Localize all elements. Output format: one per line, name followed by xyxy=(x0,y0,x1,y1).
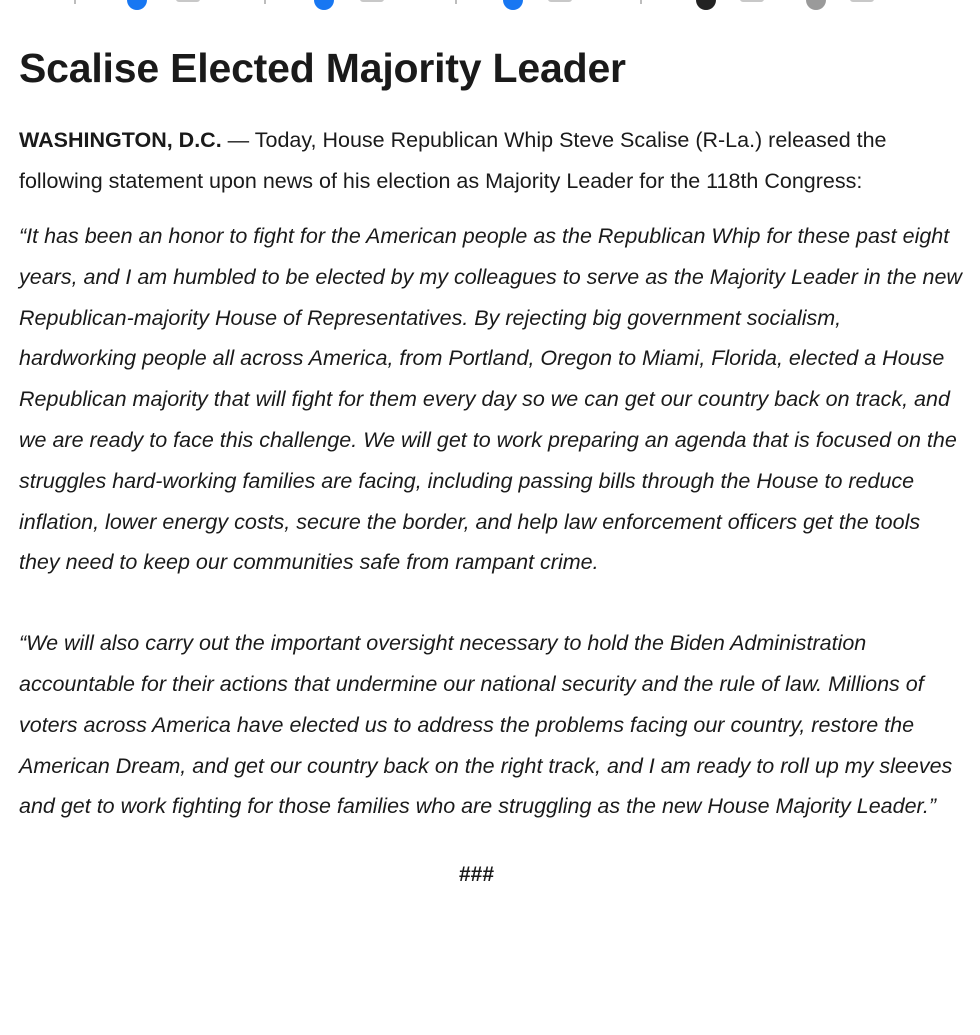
end-mark: ### xyxy=(458,863,495,887)
quote-paragraph-2: “We will also carry out the important oversight necessary to hold the Biden Administration accountable for their actions that undermine our national security and the rule of law. Millions of voters across America have elected us to address the problems facing our country, restore the American Dream, and get our country back on the right track, and I am ready to roll up my sleeves and get to work fighting for those families who are struggling as the new House Majority Leader.” xyxy=(19,631,953,819)
intro-paragraph xyxy=(19,120,964,202)
article-title: Scalise Elected Majority Leader xyxy=(19,45,626,91)
share-label xyxy=(176,0,200,2)
share-separator xyxy=(74,0,76,4)
dateline: WASHINGTON, D.C. xyxy=(19,128,222,152)
share-separator xyxy=(640,0,642,4)
share-separator xyxy=(455,0,457,4)
dateline-dash: — xyxy=(221,128,255,152)
facebook-icon[interactable] xyxy=(127,0,147,10)
share-label xyxy=(548,0,572,2)
share-label xyxy=(360,0,384,2)
intro-text: Today, House Republican Whip Steve Scalise (R-La.) released the following statement upon news of his election as Majority Leader for the 118th Congress: xyxy=(19,128,887,193)
share-separator xyxy=(264,0,266,4)
quote-paragraph-1: “It has been an honor to fight for the American people as the Republican Whip for these past eight years, and I am humbled to be elected by my colleagues to serve as the Majority Leader in the new Republican-majority House of Representatives. By rejecting big government socialism, hardworking people all across America, from Portland, Oregon to Miami, Florida, elected a House Republican majority that will fight for them every day so we can get our country back on track, and we are ready to face this challenge. We will get to work preparing an agenda that is focused on the struggles hard-working families are facing, including passing bills through the House to reduce inflation, lower energy costs, secure the border, and help law enforcement officers get the tools they need to keep our communities safe from rampant crime. xyxy=(19,224,962,575)
light-circle-icon[interactable] xyxy=(806,0,826,10)
share-label xyxy=(740,0,764,2)
share-bar-cropped xyxy=(0,0,980,10)
press-release xyxy=(19,42,964,895)
facebook-icon[interactable] xyxy=(314,0,334,10)
dark-circle-icon[interactable] xyxy=(696,0,716,10)
facebook-icon[interactable] xyxy=(503,0,523,10)
share-label xyxy=(850,0,874,2)
